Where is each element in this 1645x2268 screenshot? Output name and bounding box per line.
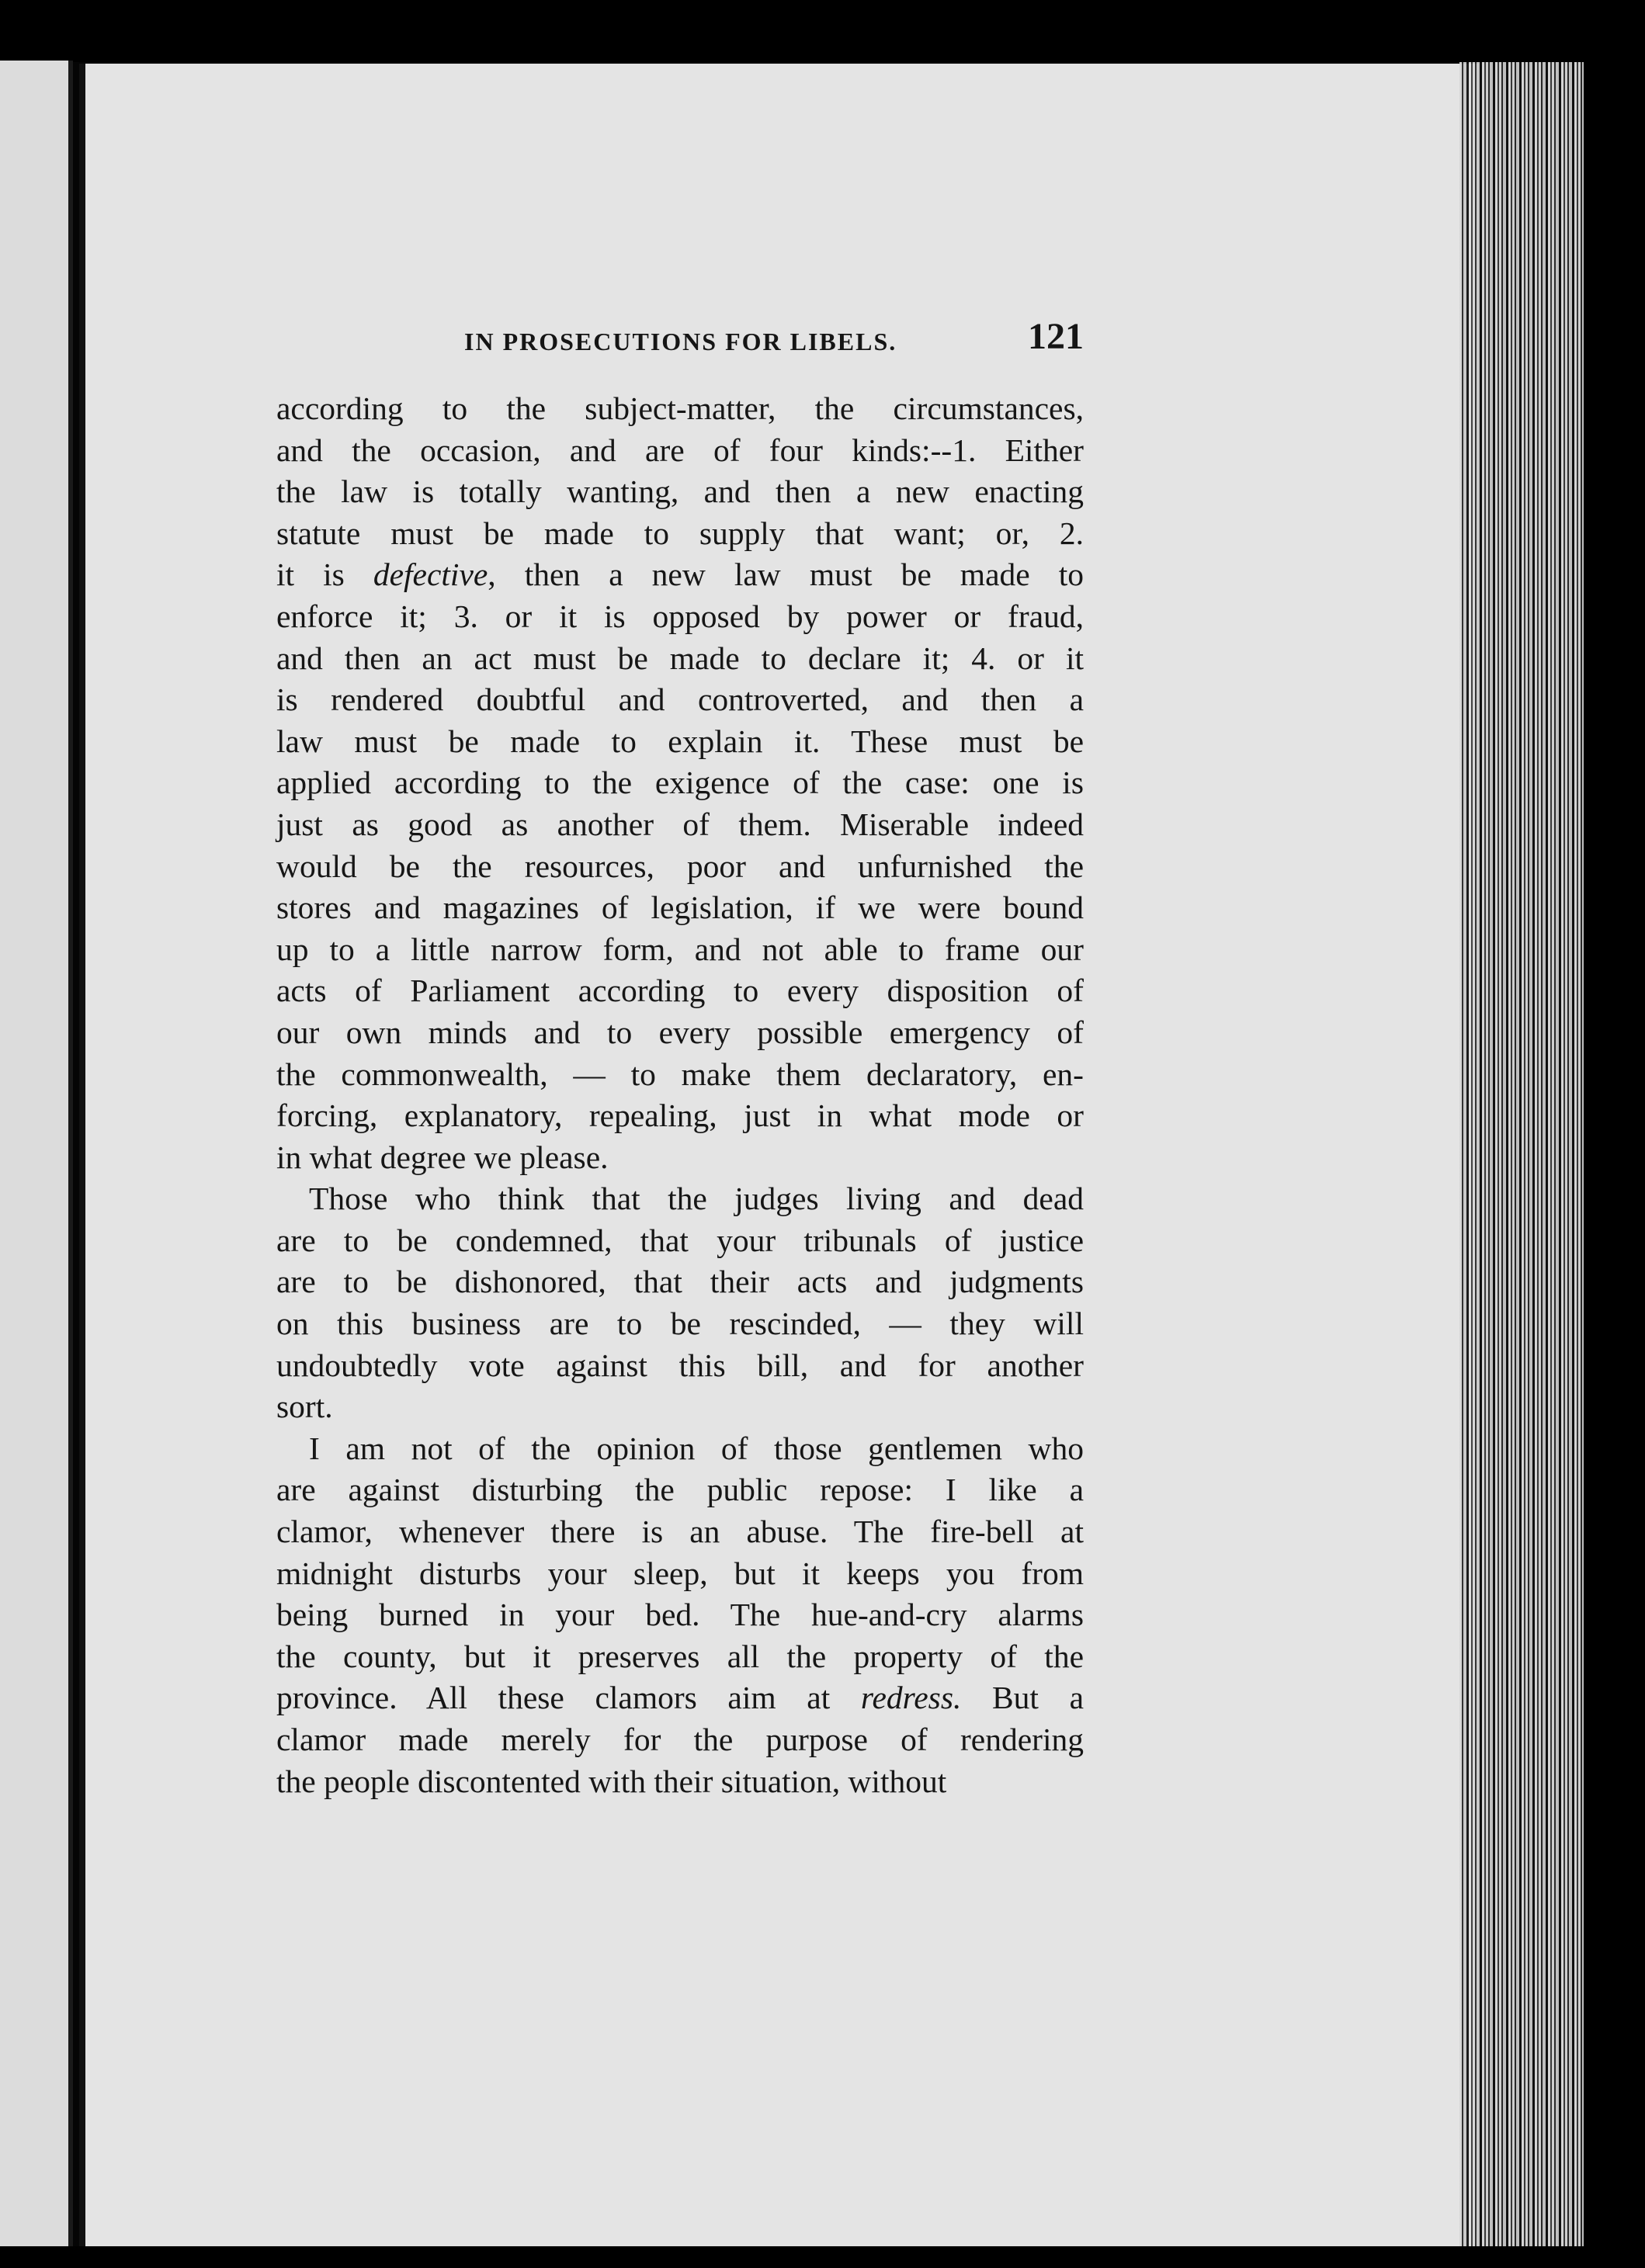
text-line: law must be made to explain it. These must be	[276, 723, 1084, 759]
text-line: in what degree we please.	[276, 1139, 609, 1175]
text-line: midnight disturbs your sleep, but it keeps you from	[276, 1555, 1084, 1591]
page-number: 121	[1028, 316, 1084, 357]
running-head	[276, 310, 1084, 373]
text-line: clamor made merely for the purpose of rendering	[276, 1722, 1084, 1757]
text-line: are to be condemned, that your tribunals of justice	[276, 1222, 1084, 1258]
text-line: forcing, explanatory, repealing, just in what mode or	[276, 1098, 1084, 1134]
text-line: up to a little narrow form, and not able to frame our	[276, 931, 1084, 967]
text-line: and the occasion, and are of four kinds:--1. Either	[276, 432, 1084, 468]
text-line: on this business are to be rescinded, — they will	[276, 1306, 1084, 1342]
italic-text: defective	[373, 557, 488, 593]
text-line: I am not of the opinion of those gentlemen who	[309, 1430, 1084, 1466]
paragraph	[276, 388, 1084, 1178]
text-line: are against disturbing the public repose: I like a	[276, 1472, 1084, 1508]
text-line: according to the subject-matter, the circumstances,	[276, 390, 1084, 426]
paragraph	[276, 1428, 1084, 1802]
text-line: are to be dishonored, that their acts and judgments	[276, 1264, 1084, 1300]
scan-border-bottom	[0, 2246, 1645, 2268]
text-line: is rendered doubtful and controverted, and then a	[276, 681, 1084, 718]
text-line: undoubtedly vote against this bill, and for another	[276, 1347, 1084, 1383]
text-line: being burned in your bed. The hue-and-cry alarms	[276, 1597, 1084, 1633]
text-line: and then an act must be made to declare it; 4. or it	[276, 640, 1084, 676]
text-line: the county, but it preserves all the property of the	[276, 1638, 1084, 1674]
text-line: would be the resources, poor and unfurnished the	[276, 848, 1084, 884]
running-title: IN PROSECUTIONS FOR LIBELS.	[464, 328, 897, 355]
italic-text: redress.	[860, 1680, 962, 1716]
paragraph	[276, 1178, 1084, 1428]
text-line: it is defective, then a new law must be made to	[276, 557, 1084, 593]
text-line: the people discontented with their situation, without	[276, 1763, 947, 1799]
text-line: the commonwealth, — to make them declaratory, en-	[276, 1056, 1084, 1092]
text-line: acts of Parliament according to every disposition of	[276, 973, 1084, 1009]
scan-border-right	[1584, 47, 1645, 2268]
text-line: statute must be made to supply that want; or, 2.	[276, 515, 1084, 551]
facing-page-edge	[0, 61, 73, 2246]
text-line: our own minds and to every possible emergency of	[276, 1014, 1084, 1050]
text-line: Those who think that the judges living and dead	[309, 1181, 1084, 1217]
text-line: enforce it; 3. or it is opposed by power or fraud,	[276, 598, 1084, 634]
scan-border-top	[0, 0, 1645, 62]
text-line: stores and magazines of legislation, if we were bound	[276, 890, 1084, 926]
text-line: sort.	[276, 1389, 333, 1425]
text-line: province. All these clamors aim at redress. But a	[276, 1680, 1085, 1716]
body-text	[276, 388, 1084, 1802]
text-line: clamor, whenever there is an abuse. The fire-bell at	[276, 1514, 1084, 1550]
text-line: applied according to the exigence of the case: one is	[276, 765, 1084, 801]
text-line: just as good as another of them. Miserable indeed	[276, 806, 1084, 842]
text-line: the law is totally wanting, and then a new enacting	[276, 473, 1084, 510]
book-fore-edge	[1459, 62, 1595, 2266]
